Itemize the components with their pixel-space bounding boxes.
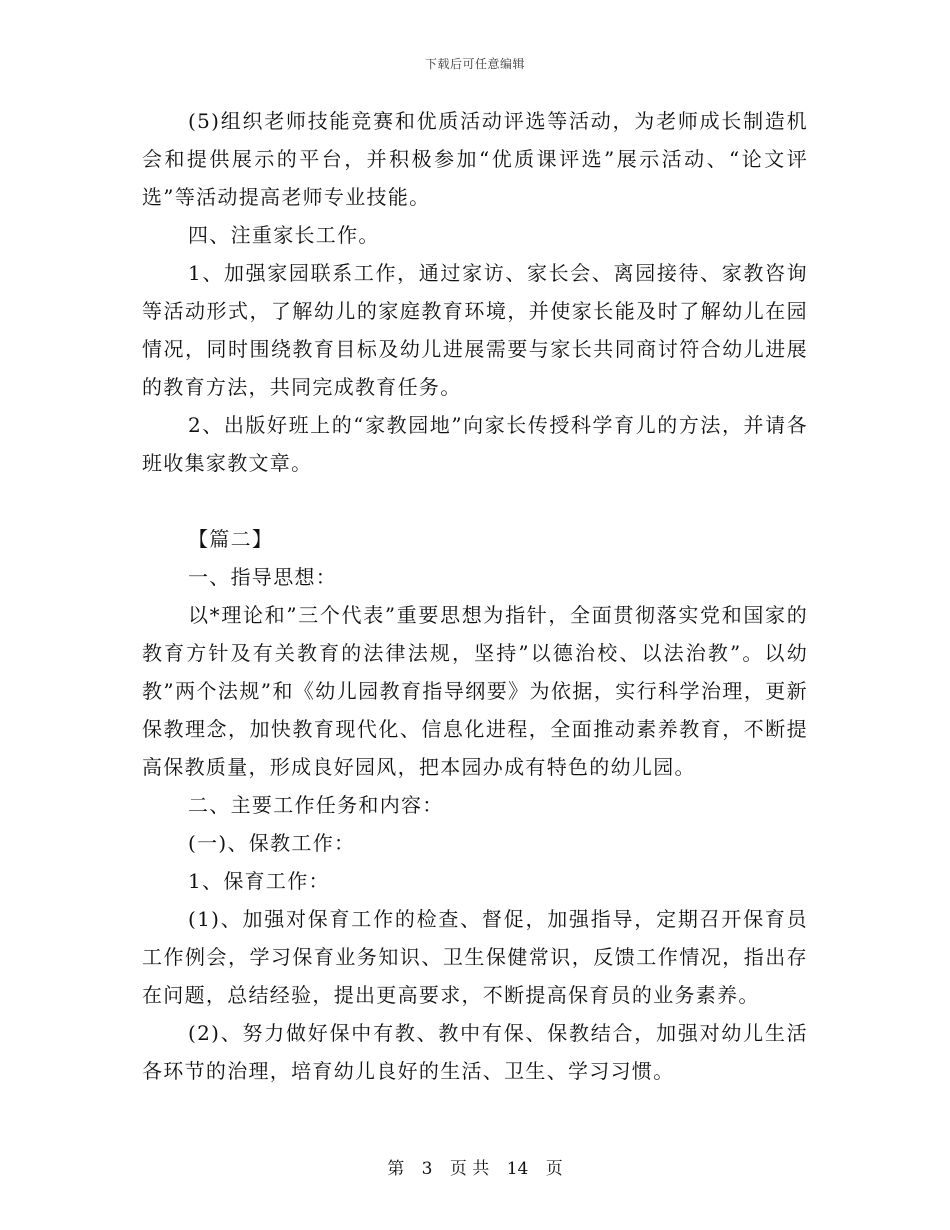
page-header: 下载后可任意编辑 (424, 57, 525, 71)
document-body (142, 102, 808, 1090)
section-heading-guiding-ideology: 一、指导思想： (188, 565, 338, 589)
section-heading-main-tasks: 二、主要工作任务和内容： (188, 793, 444, 817)
paragraph-guiding-ideology: 以*理论和”三个代表”重要思想为指针，全面贯彻落实党和国家的教育方针及有关教育的法律法规，坚持”以德治校、以法治教”。以幼教”两个法规”和《幼儿园教育指导纲要》为依据，实行科学治理，更新保教理念，加快教育现代化、信息化进程，全面推动素养教育，不断提高保教质量，形成良好园风，把本园办成有特色的幼儿园。 (142, 603, 808, 779)
footer-total-pages: 14 (506, 1159, 529, 1179)
paragraph-care-item-2: (2)、努力做好保中有教、教中有保、保教结合，加强对幼儿生活各环节的治理，培育幼儿良好的生活、卫生、学习习惯。 (142, 1021, 808, 1083)
paragraph-family-education-board: 2、出版好班上的“家教园地”向家长传授科学育儿的方法，并请各班收集家教文章。 (142, 413, 808, 475)
footer-prefix: 第 (387, 1159, 405, 1179)
page-footer (0, 1154, 950, 1179)
footer-page-number: 3 (421, 1159, 433, 1179)
footer-middle: 页 共 (449, 1159, 490, 1179)
paragraph-home-school-contact: 1、加强家园联系工作，通过家访、家长会、离园接待、家教咨询等活动形式，了解幼儿的家庭教育环境，并使家长能及时了解幼儿在园情况，同时围绕教育目标及幼儿进展需要与家长共同商讨符合幼儿进展的教育方法，共同完成教育任务。 (142, 261, 808, 399)
paragraph-care-item-1: (1)、加强对保育工作的检查、督促，加强指导，定期召开保育员工作例会，学习保育业务知识、卫生保健常识，反馈工作情况，指出存在问题，总结经验，提出更高要求，不断提高保育员的业务素养。 (142, 907, 808, 1007)
subheading-care-education: (一)、保教工作： (188, 831, 356, 855)
paragraph-activity-5: (5)组织老师技能竞赛和优质活动评选等活动，为老师成长制造机会和提供展示的平台，并积极参加“优质课评选”展示活动、“论文评选”等活动提高老师专业技能。 (142, 109, 808, 209)
section-heading-parent-work: 四、注重家长工作。 (188, 223, 380, 247)
subheading-care-work: 1、保育工作： (188, 869, 330, 893)
footer-suffix: 页 (545, 1159, 563, 1179)
paragraph-gap (142, 482, 808, 520)
section-title-part-two: 【篇二】 (188, 527, 274, 551)
